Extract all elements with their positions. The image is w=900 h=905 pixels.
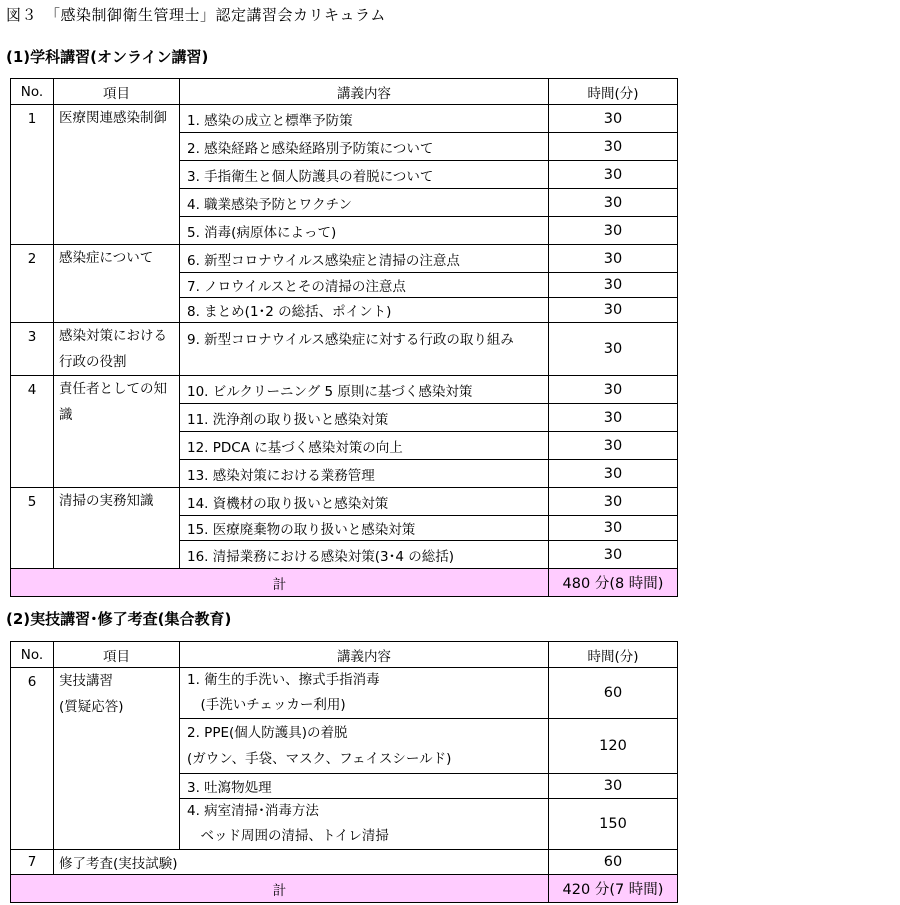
group-no: 6	[11, 668, 54, 850]
lecture-content: 5. 消毒(病原体によって)	[180, 217, 549, 245]
lecture-time: 150	[549, 799, 678, 850]
group-no: 5	[11, 488, 54, 569]
header-content: 講義内容	[180, 642, 549, 668]
group-item-line1: 実技講習	[59, 673, 113, 689]
table-row	[11, 323, 678, 376]
group-no: 4	[11, 376, 54, 488]
lecture-time: 30	[549, 516, 678, 541]
lecture-content: 3. 吐瀉物処理	[180, 774, 549, 799]
lecture-time: 30	[549, 432, 678, 460]
group-item-line2: 識	[59, 407, 73, 423]
group-item	[54, 376, 180, 488]
group-no: 2	[11, 245, 54, 323]
header-item: 項目	[54, 642, 180, 668]
lecture-content: 9. 新型コロナウイルス感染症に対する行政の取り組み	[180, 323, 549, 376]
lecture-content-line2: ベッド周囲の清掃、トイレ清掃	[187, 828, 389, 844]
lecture-time: 30	[549, 189, 678, 217]
group-no: 3	[11, 323, 54, 376]
lecture-time: 30	[549, 323, 678, 376]
header-no: No.	[11, 79, 54, 105]
lecture-content: 4. 職業感染予防とワクチン	[180, 189, 549, 217]
lecture-content-line2: (ガウン、手袋、マスク、フェイスシールド)	[187, 751, 452, 767]
lecture-content: 7. ノロウイルスとその清掃の注意点	[180, 273, 549, 298]
header-item: 項目	[54, 79, 180, 105]
lecture-curriculum-table	[10, 78, 678, 597]
total-value: 480 分(8 時間)	[549, 569, 678, 597]
group-item-line1: 責任者としての知	[59, 381, 167, 397]
lecture-content: 2. 感染経路と感染経路別予防策について	[180, 133, 549, 161]
section2-title: (2)実技講習･修了考査(集合教育)	[6, 610, 232, 628]
lecture-time: 30	[549, 133, 678, 161]
header-time: 時間(分)	[549, 79, 678, 105]
group-no: 7	[11, 850, 54, 875]
total-label: 計	[11, 569, 549, 597]
lecture-content-line2: (手洗いチェッカー利用)	[187, 697, 346, 713]
table-row	[11, 850, 678, 875]
group-item-line1: 感染対策における	[59, 328, 167, 344]
header-no: No.	[11, 642, 54, 668]
lecture-content	[180, 799, 549, 850]
lecture-time: 30	[549, 298, 678, 323]
lecture-content-line1: 4. 病室清掃･消毒方法	[187, 803, 319, 819]
lecture-time: 30	[549, 273, 678, 298]
group-item	[54, 323, 180, 376]
lecture-time: 30	[549, 488, 678, 516]
group-item: 医療関連感染制御	[54, 105, 180, 245]
table-row	[11, 105, 678, 133]
header-content: 講義内容	[180, 79, 549, 105]
figure-caption: 図３ 「感染制御衛生管理士」認定講習会カリキュラム	[6, 6, 386, 24]
lecture-content: 6. 新型コロナウイルス感染症と清掃の注意点	[180, 245, 549, 273]
lecture-content: 14. 資機材の取り扱いと感染対策	[180, 488, 549, 516]
lecture-time: 30	[549, 217, 678, 245]
lecture-time: 30	[549, 105, 678, 133]
lecture-content: 1. 感染の成立と標準予防策	[180, 105, 549, 133]
table-row	[11, 668, 678, 719]
lecture-time: 30	[549, 460, 678, 488]
header-time: 時間(分)	[549, 642, 678, 668]
practical-curriculum-table	[10, 641, 678, 903]
lecture-time: 60	[549, 668, 678, 719]
total-label: 計	[11, 875, 549, 903]
group-item-line2: (質疑応答)	[59, 699, 124, 715]
lecture-content: 16. 清掃業務における感染対策(3･4 の総括)	[180, 541, 549, 569]
lecture-content-line1: 2. PPE(個人防護具)の着脱	[187, 725, 348, 741]
lecture-content: 13. 感染対策における業務管理	[180, 460, 549, 488]
lecture-time: 30	[549, 404, 678, 432]
table-header-row	[11, 79, 678, 105]
lecture-time: 30	[549, 376, 678, 404]
lecture-content-line1: 1. 衛生的手洗い、擦式手指消毒	[187, 672, 380, 688]
group-item-line2: 行政の役割	[59, 354, 127, 370]
table-row	[11, 376, 678, 404]
lecture-time: 30	[549, 541, 678, 569]
group-item: 修了考査(実技試験)	[54, 850, 549, 875]
lecture-content	[180, 668, 549, 719]
lecture-content: 11. 洗浄剤の取り扱いと感染対策	[180, 404, 549, 432]
lecture-time: 120	[549, 719, 678, 774]
lecture-content	[180, 719, 549, 774]
lecture-time: 30	[549, 245, 678, 273]
lecture-time: 30	[549, 161, 678, 189]
group-item: 感染症について	[54, 245, 180, 323]
table-row	[11, 488, 678, 516]
table-header-row	[11, 642, 678, 668]
section1-title: (1)学科講習(オンライン講習)	[6, 48, 209, 66]
lecture-time: 30	[549, 774, 678, 799]
lecture-content: 3. 手指衛生と個人防護具の着脱について	[180, 161, 549, 189]
total-value: 420 分(7 時間)	[549, 875, 678, 903]
lecture-content: 8. まとめ(1･2 の総括、ポイント)	[180, 298, 549, 323]
lecture-content: 10. ビルクリーニング 5 原則に基づく感染対策	[180, 376, 549, 404]
group-item: 清掃の実務知識	[54, 488, 180, 569]
total-row	[11, 875, 678, 903]
group-item	[54, 668, 180, 850]
total-row	[11, 569, 678, 597]
lecture-content: 12. PDCA に基づく感染対策の向上	[180, 432, 549, 460]
lecture-time: 60	[549, 850, 678, 875]
group-no: 1	[11, 105, 54, 245]
lecture-content: 15. 医療廃棄物の取り扱いと感染対策	[180, 516, 549, 541]
table-row	[11, 245, 678, 273]
